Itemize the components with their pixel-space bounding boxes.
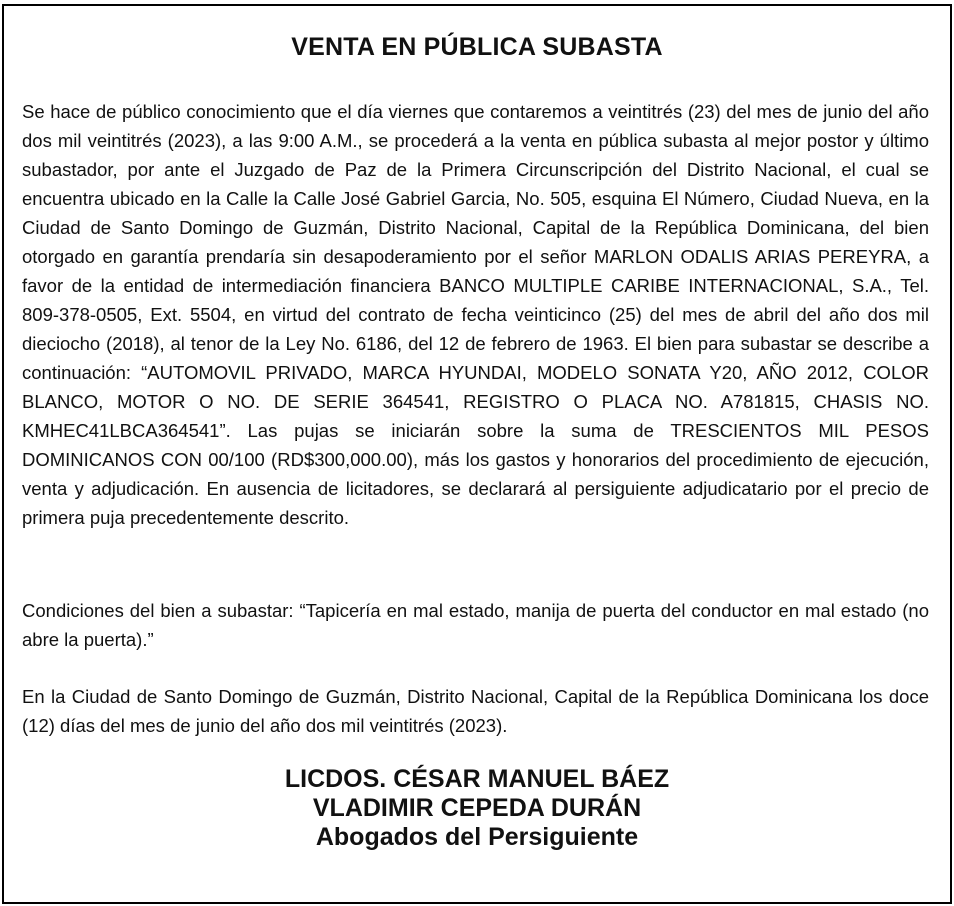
- signature-block: [4, 765, 950, 852]
- notice-paragraph-date: En la Ciudad de Santo Domingo de Guzmán, Distrito Nacional, Capital de la República Dominicana los doce (12) días del mes de junio del año dos mil veintitrés (2023).: [22, 686, 929, 736]
- signature-line-3: Abogados del Persiguiente: [315, 823, 639, 851]
- notice-paragraph-conditions: Condiciones del bien a subastar: “Tapicería en mal estado, manija de puerta del conductor en mal estado (no abre la puerta).”: [22, 600, 929, 650]
- notice-title: VENTA EN PÚBLICA SUBASTA: [291, 33, 663, 61]
- signature-line-2: VLADIMIR CEPEDA DURÁN: [312, 794, 642, 822]
- notice-paragraph-auction: Se hace de público conocimiento que el día viernes que contaremos a veintitrés (23) del mes de junio del año dos mil veintitrés (2023), a las 9:00 A.M., se procederá a la venta en pública subasta al mejor postor y último subastador, por ante el Juzgado de Paz de la Primera Circunscripción del Distrito Nacional, el cual se encuentra ubicado en la Calle la Calle José Gabriel Garcia, No. 505, esquina El Número, Ciudad Nueva, en la Ciudad de Santo Domingo de Guzmán, Distrito Nacional, Capital de la República Dominicana, del bien otorgado en garantía prendaría sin desapoderamiento por el señor MARLON ODALIS ARIAS PEREYRA, a favor de la entidad de intermediación financiera BANCO MULTIPLE CARIBE INTERNACIONAL, S.A., Tel. 809-378-0505, Ext. 5504, en virtud del contrato de fecha veinticinco (25) del mes de abril del año dos mil dieciocho (2018), al tenor de la Ley No. 6186, del 12 de febrero de 1963. El bien para subastar se describe a continuación: “AUTOMOVIL PRIVADO, MARCA HYUNDAI, MODELO SONATA Y20, AÑO 2012, COLOR BLANCO, MOTOR O NO. DE SERIE 364541, REGISTRO O PLACA NO. A781815, CHASIS NO. KMHEC41LBCA364541”. Las pujas se iniciarán sobre la suma de TRESCIENTOS MIL PESOS DOMINICANOS CON 00/100 (RD$300,000.00), más los gastos y honorarios del procedimiento de ejecución, venta y adjudicación. En ausencia de licitadores, se declarará al persiguiente adjudicatario por el precio de primera puja precedentemente descrito.: [22, 101, 929, 528]
- legal-notice: [2, 4, 952, 904]
- signature-line-1: LICDOS. CÉSAR MANUEL BÁEZ: [284, 765, 670, 793]
